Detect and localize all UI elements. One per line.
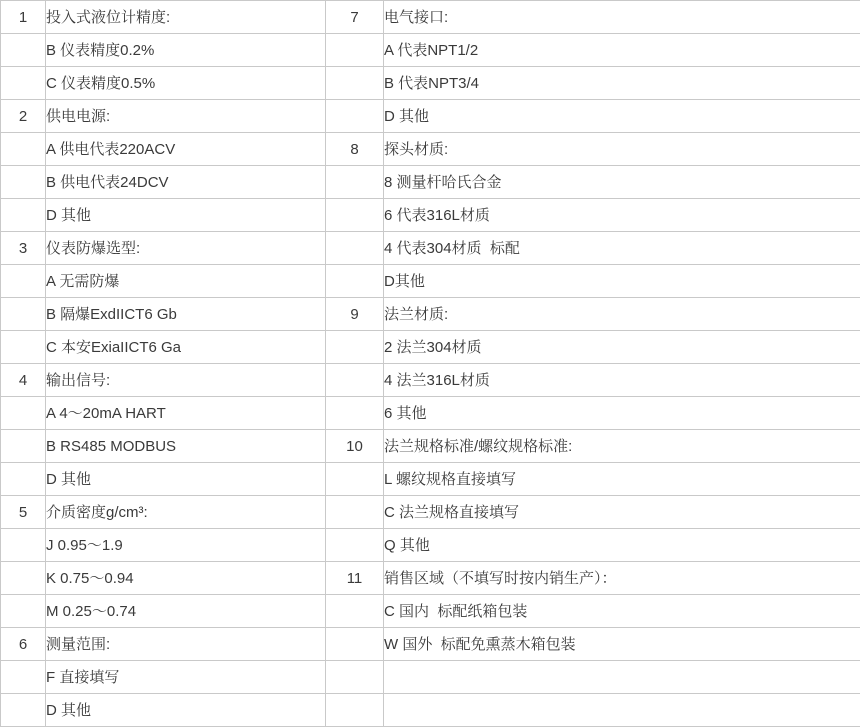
item-number-cell-left (1, 661, 46, 694)
table-row (1, 496, 860, 529)
option-text-cell-right: 6 其他 (384, 397, 860, 430)
option-text-cell-right: C 国内 标配纸箱包装 (384, 595, 860, 628)
item-number-cell-right (326, 232, 384, 265)
item-number-cell-left (1, 562, 46, 595)
option-text-cell-left: K 0.75～0.94 (46, 562, 326, 595)
table-row (1, 232, 860, 265)
option-text-cell-left: 仪表防爆选型: (46, 232, 326, 265)
table-row (1, 166, 860, 199)
option-text-cell-right: 2 法兰304材质 (384, 331, 860, 364)
spec-table-body (1, 1, 860, 727)
option-text-cell-left: A 无需防爆 (46, 265, 326, 298)
option-text-cell-right: D其他 (384, 265, 860, 298)
table-row (1, 595, 860, 628)
option-text-cell-left: 供电电源: (46, 100, 326, 133)
option-text-cell-left: 测量范围: (46, 628, 326, 661)
table-row (1, 397, 860, 430)
item-number-cell-left: 6 (1, 628, 46, 661)
item-number-cell-left (1, 34, 46, 67)
option-text-cell-right: D 其他 (384, 100, 860, 133)
option-text-cell-left: A 供电代表220ACV (46, 133, 326, 166)
item-number-cell-left: 2 (1, 100, 46, 133)
table-row (1, 628, 860, 661)
item-number-cell-left (1, 133, 46, 166)
item-number-cell-right (326, 463, 384, 496)
table-row (1, 100, 860, 133)
item-number-cell-right: 11 (326, 562, 384, 595)
table-row (1, 364, 860, 397)
item-number-cell-right: 7 (326, 1, 384, 34)
table-row (1, 331, 860, 364)
option-text-cell-right: 法兰材质: (384, 298, 860, 331)
option-text-cell-left: A 4～20mA HART (46, 397, 326, 430)
table-row (1, 463, 860, 496)
item-number-cell-right (326, 34, 384, 67)
option-text-cell-right: 6 代表316L材质 (384, 199, 860, 232)
item-number-cell-left: 5 (1, 496, 46, 529)
table-row (1, 694, 860, 727)
option-text-cell-right: C 法兰规格直接填写 (384, 496, 860, 529)
option-text-cell-right: L 螺纹规格直接填写 (384, 463, 860, 496)
option-text-cell-left: 介质密度g/cm³: (46, 496, 326, 529)
option-text-cell-right: B 代表NPT3/4 (384, 67, 860, 100)
option-text-cell-right: W 国外 标配免熏蒸木箱包装 (384, 628, 860, 661)
option-text-cell-left: C 本安ExiaIICT6 Ga (46, 331, 326, 364)
table-row (1, 265, 860, 298)
item-number-cell-left (1, 298, 46, 331)
option-text-cell-left: D 其他 (46, 463, 326, 496)
option-text-cell-right: 销售区域（不填写时按内销生产）： (384, 562, 860, 595)
item-number-cell-left (1, 694, 46, 727)
table-row (1, 133, 860, 166)
option-text-cell-right: 探头材质: (384, 133, 860, 166)
table-row (1, 298, 860, 331)
option-text-cell-right: 8 测量杆哈氏合金 (384, 166, 860, 199)
option-text-cell-right: Q 其他 (384, 529, 860, 562)
item-number-cell-right (326, 496, 384, 529)
option-text-cell-right: A 代表NPT1/2 (384, 34, 860, 67)
item-number-cell-left (1, 199, 46, 232)
option-text-cell-left: D 其他 (46, 694, 326, 727)
option-text-cell-right: 法兰规格标准/螺纹规格标准: (384, 430, 860, 463)
item-number-cell-left (1, 166, 46, 199)
option-text-cell-left: C 仪表精度0.5% (46, 67, 326, 100)
item-number-cell-left: 1 (1, 1, 46, 34)
item-number-cell-left (1, 595, 46, 628)
item-number-cell-right: 9 (326, 298, 384, 331)
item-number-cell-left: 3 (1, 232, 46, 265)
item-number-cell-left (1, 67, 46, 100)
item-number-cell-left (1, 397, 46, 430)
table-row (1, 34, 860, 67)
option-text-cell-right (384, 661, 860, 694)
option-text-cell-right: 电气接口: (384, 1, 860, 34)
option-text-cell-right (384, 694, 860, 727)
item-number-cell-right (326, 166, 384, 199)
table-row (1, 529, 860, 562)
item-number-cell-right: 10 (326, 430, 384, 463)
item-number-cell-right (326, 331, 384, 364)
item-number-cell-right: 8 (326, 133, 384, 166)
option-text-cell-left: M 0.25～0.74 (46, 595, 326, 628)
table-row (1, 199, 860, 232)
option-text-cell-left: 投入式液位计精度: (46, 1, 326, 34)
item-number-cell-right (326, 100, 384, 133)
option-text-cell-left: F 直接填写 (46, 661, 326, 694)
item-number-cell-right (326, 397, 384, 430)
option-text-cell-left: 输出信号: (46, 364, 326, 397)
option-text-cell-left: B 供电代表24DCV (46, 166, 326, 199)
item-number-cell-right (326, 265, 384, 298)
table-row (1, 1, 860, 34)
item-number-cell-right (326, 628, 384, 661)
item-number-cell-left (1, 463, 46, 496)
option-text-cell-left: J 0.95～1.9 (46, 529, 326, 562)
item-number-cell-left (1, 529, 46, 562)
option-text-cell-right: 4 代表304材质 标配 (384, 232, 860, 265)
item-number-cell-right (326, 595, 384, 628)
item-number-cell-left (1, 430, 46, 463)
table-row (1, 562, 860, 595)
item-number-cell-right (326, 694, 384, 727)
option-text-cell-left: B RS485 MODBUS (46, 430, 326, 463)
option-text-cell-left: D 其他 (46, 199, 326, 232)
item-number-cell-left (1, 331, 46, 364)
item-number-cell-right (326, 67, 384, 100)
option-text-cell-left: B 仪表精度0.2% (46, 34, 326, 67)
item-number-cell-right (326, 364, 384, 397)
item-number-cell-right (326, 199, 384, 232)
option-text-cell-left: B 隔爆ExdIICT6 Gb (46, 298, 326, 331)
table-row (1, 67, 860, 100)
table-row (1, 661, 860, 694)
item-number-cell-left: 4 (1, 364, 46, 397)
option-text-cell-right: 4 法兰316L材质 (384, 364, 860, 397)
table-row (1, 430, 860, 463)
item-number-cell-right (326, 661, 384, 694)
item-number-cell-right (326, 529, 384, 562)
item-number-cell-left (1, 265, 46, 298)
